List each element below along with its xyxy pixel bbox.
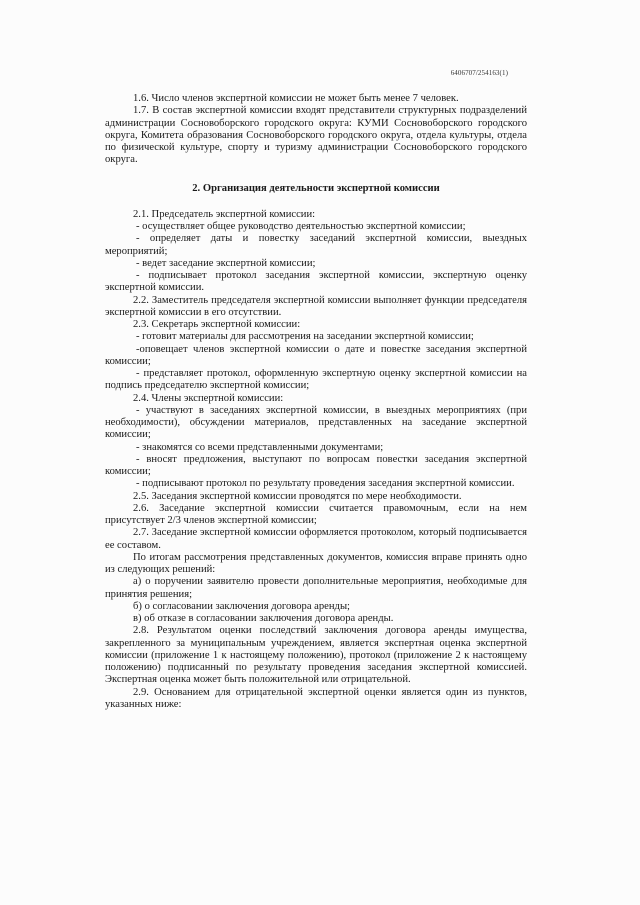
document-id: 6406707/254163(1) [450,69,508,77]
list-item: - представляет протокол, оформленную экспертную оценку экспертной комиссии на подпись председателю экспертной комиссии; [105,368,527,392]
section-title: 2. Организация деятельности экспертной комиссии [192,182,440,194]
list-item: - вносят предложения, выступают по вопросам повестки заседания экспертной комиссии; [105,453,527,477]
paragraph-2-7: 2.7. Заседание экспертной комиссии оформляется протоколом, который подписывается ее составом. [105,527,527,551]
list-item: а) о поручении заявителю провести дополнительные мероприятия, необходимые для принятия решения; [105,576,527,600]
list-item: - готовит материалы для рассмотрения на заседании экспертной комиссии; [136,331,474,343]
paragraph-2-1: 2.1. Председатель экспертной комиссии: [133,208,316,220]
list-item: -оповещает членов экспертной комиссии о дате и повестке заседания экспертной комиссии; [105,343,527,367]
paragraph-2-9: 2.9. Основанием для отрицательной экспертной оценки является один из пунктов, указанных ниже: [105,686,527,710]
document-body [105,93,527,711]
list-item: б) о согласовании заключения договора аренды; [133,600,351,612]
list-item: - осуществляет общее руководство деятельностью экспертной комиссии; [136,221,466,232]
paragraph-1-6: 1.6. Число членов экспертной комиссии не может быть менее 7 человек. [133,93,459,104]
list-item: - определяет даты и повестку заседаний экспертной комиссии, выездных мероприятий; [105,233,527,257]
paragraph-2-6: 2.6. Заседание экспертной комиссии считается правомочным, если на нем присутствует 2/3 членов экспертной комиссии; [105,502,527,526]
paragraph-2-4: 2.4. Члены экспертной комиссии: [133,392,284,404]
paragraph-1-7: 1.7. В состав экспертной комиссии входят представители структурных подразделений администрации Сосновоборского городского округа: КУМИ Сосновоборского городского округа, Комитета образования Сосновоборского городского округа, отдела культуры, отдела по физической культуре, спорту и туризму администрации Сосновоборского городского округа. [105,105,527,166]
list-item: - знакомятся со всеми представленными документами; [136,441,384,453]
paragraph-2-8: 2.8. Результатом оценки последствий заключения договора аренды имущества, закрепленного за муниципальным учреждением, является экспертная оценка экспертной комиссии (приложение 1 к настоящему положению), протокол (приложение 2 к настоящему положению) подписанный по результату проведения заседания экспертной комиссией. Экспертная оценка может быть положительной или отрицательной. [105,625,527,686]
paragraph-decisions: По итогам рассмотрения представленных документов, комиссия вправе принять одно из следующих решений: [105,551,527,575]
paragraph-2-3: 2.3. Секретарь экспертной комиссии: [133,319,301,330]
paragraph-2-5: 2.5. Заседания экспертной комиссии проводятся по мере необходимости. [133,490,462,502]
list-item: в) об отказе в согласовании заключения договора аренды. [133,613,394,624]
list-item: - подписывают протокол по результату проведения заседания экспертной комиссии. [136,478,515,490]
list-item: - подписывает протокол заседания экспертной комиссии, экспертную оценку экспертной комиссии. [105,270,527,294]
paragraph-2-2: 2.2. Заместитель председателя экспертной комиссии выполняет функции председателя экспертной комиссии в его отсутствии. [105,294,527,318]
list-item: - участвуют в заседаниях экспертной комиссии, в выездных мероприятиях (при необходимости), обсуждении материалов, представленных на заседание экспертной комиссии; [105,404,527,441]
list-item: - ведет заседание экспертной комиссии; [136,257,316,269]
